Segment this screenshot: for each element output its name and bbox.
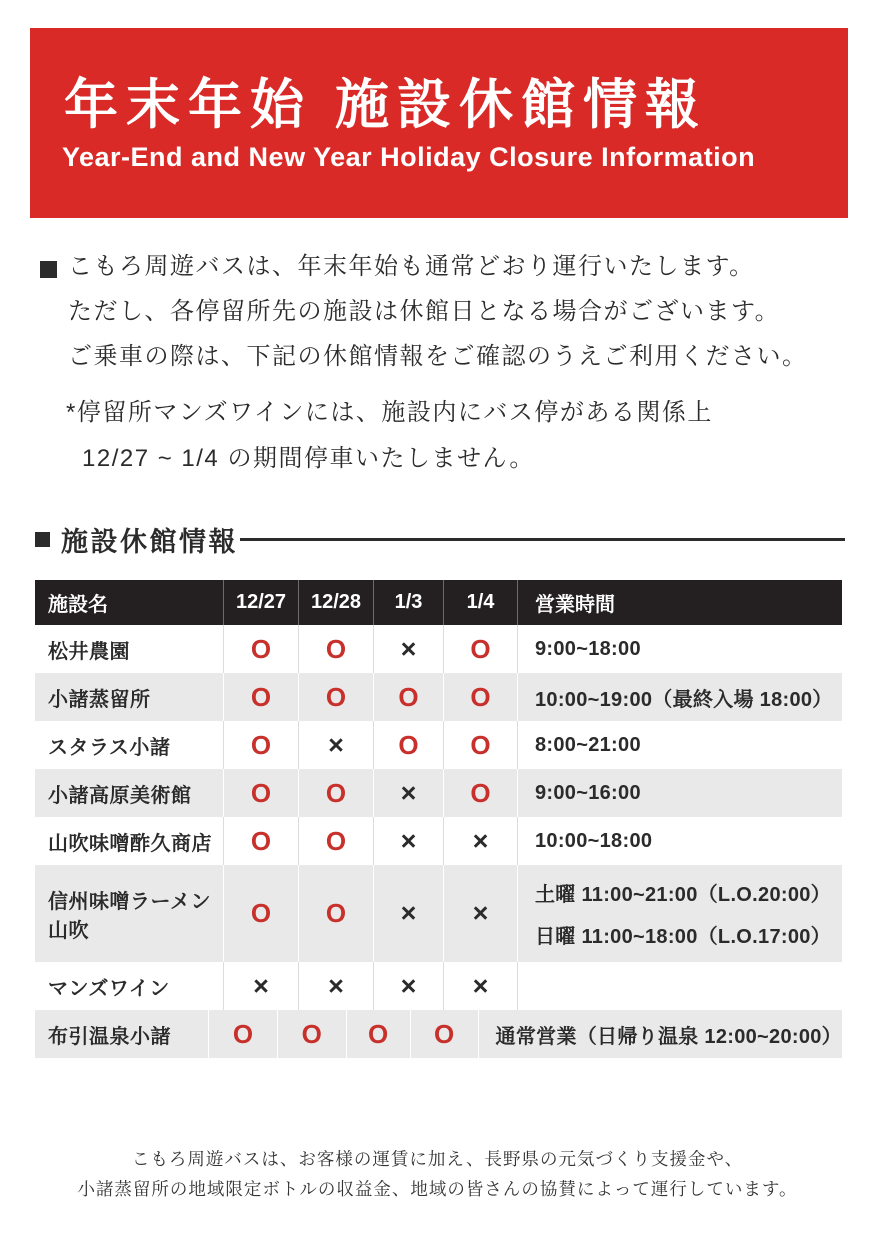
- column-header-date: 12/28: [298, 580, 373, 625]
- footer-note: [0, 1144, 875, 1204]
- closed-mark: ×: [373, 769, 443, 817]
- business-hours-line: 10:00~19:00（最終入場 18:00）: [535, 688, 833, 711]
- facility-name: 松井農園: [48, 640, 130, 663]
- closed-mark: ×: [443, 817, 517, 865]
- table-body: [35, 625, 842, 1058]
- business-hours: [517, 962, 842, 1010]
- footer-line: こもろ周遊バスは、お客様の運賃に加え、長野県の元気づくり支援金や、: [131, 1149, 744, 1169]
- table-row: [35, 962, 842, 1010]
- business-hours: [517, 625, 842, 673]
- open-mark: O: [298, 673, 373, 721]
- open-mark: O: [373, 721, 443, 769]
- footer-line: 小諸蒸留所の地域限定ボトルの収益金、地域の皆さんの協賛によって運行しています。: [77, 1179, 798, 1199]
- open-mark: O: [443, 721, 517, 769]
- open-mark: O: [443, 673, 517, 721]
- facility-name: 山吹味噌酢久商店: [48, 832, 212, 855]
- business-hours-line: 土曜 11:00~21:00（L.O.20:00）: [535, 884, 831, 906]
- horizontal-rule: [240, 538, 845, 541]
- table-row: [35, 769, 842, 817]
- page-title: 年末年始 施設休館情報: [64, 75, 708, 135]
- facility-name: マンズワイン: [48, 977, 170, 1000]
- business-hours-line: 8:00~21:00: [535, 733, 641, 756]
- business-hours-line: 9:00~18:00: [535, 637, 641, 660]
- closed-mark: ×: [443, 865, 517, 962]
- open-mark: O: [410, 1010, 478, 1058]
- closed-mark: ×: [443, 962, 517, 1010]
- open-mark: O: [373, 673, 443, 721]
- business-hours-line: 10:00~18:00: [535, 829, 653, 852]
- note-line: *停留所マンズワインには、施設内にバス停がある関係上: [66, 399, 713, 426]
- intro-line: ご乗車の際は、下記の休館情報をご確認のうえご利用ください。: [68, 343, 808, 370]
- business-hours: [517, 673, 842, 721]
- closed-mark: ×: [373, 817, 443, 865]
- table-row: [35, 673, 842, 721]
- open-mark: O: [223, 625, 298, 673]
- business-hours: [478, 1010, 842, 1058]
- facility-name: 信州味噌ラーメン山吹: [48, 890, 211, 942]
- business-hours-line: 通常営業（日帰り温泉 12:00~20:00）: [495, 1025, 842, 1048]
- business-hours: [517, 865, 842, 962]
- closure-table: [35, 580, 842, 1058]
- section-title: 施設休館情報: [61, 527, 238, 557]
- business-hours-line: 日曜 11:00~18:00（L.O.17:00）: [535, 926, 831, 948]
- open-mark: O: [298, 817, 373, 865]
- bus-stop-note: [66, 390, 713, 482]
- facility-name: 小諸蒸留所: [48, 688, 151, 711]
- closed-mark: ×: [223, 962, 298, 1010]
- column-header-hours: 営業時間: [517, 580, 842, 625]
- open-mark: O: [223, 817, 298, 865]
- open-mark: O: [443, 625, 517, 673]
- square-bullet-icon: [40, 261, 57, 278]
- column-header-facility: 施設名: [48, 594, 108, 616]
- business-hours: [517, 817, 842, 865]
- closed-mark: ×: [298, 721, 373, 769]
- facility-name: スタラス小諸: [48, 736, 171, 759]
- square-bullet-icon: [35, 532, 50, 547]
- closed-mark: ×: [373, 962, 443, 1010]
- table-row: [35, 625, 842, 673]
- facility-name: 布引温泉小諸: [48, 1025, 171, 1048]
- table-row: [35, 817, 842, 865]
- intro-line: こもろ周遊バスは、年末年始も通常どおり運行いたします。: [68, 253, 755, 280]
- column-header-date: 1/3: [373, 580, 443, 625]
- table-row: [35, 721, 842, 769]
- closed-mark: ×: [373, 625, 443, 673]
- column-header-date: 1/4: [443, 580, 517, 625]
- page-subtitle: Year-End and New Year Holiday Closure Information: [62, 142, 756, 172]
- business-hours-line: 9:00~16:00: [535, 781, 641, 804]
- open-mark: O: [223, 865, 298, 962]
- intro-line: ただし、各停留所先の施設は休館日となる場合がございます。: [68, 298, 781, 325]
- header-banner: [30, 28, 848, 218]
- business-hours: [517, 721, 842, 769]
- business-hours: [517, 769, 842, 817]
- open-mark: O: [223, 673, 298, 721]
- open-mark: O: [298, 769, 373, 817]
- table-row: [35, 865, 842, 962]
- column-header-date: 12/27: [223, 580, 298, 625]
- open-mark: O: [223, 769, 298, 817]
- open-mark: O: [346, 1010, 410, 1058]
- open-mark: O: [298, 865, 373, 962]
- closed-mark: ×: [298, 962, 373, 1010]
- note-line: 12/27 ~ 1/4 の期間停車いたしません。: [82, 445, 535, 472]
- facility-name: 小諸高原美術館: [48, 784, 192, 807]
- table-row: [35, 1010, 842, 1058]
- open-mark: O: [298, 625, 373, 673]
- closed-mark: ×: [373, 865, 443, 962]
- open-mark: O: [208, 1010, 277, 1058]
- open-mark: O: [277, 1010, 346, 1058]
- open-mark: O: [443, 769, 517, 817]
- open-mark: O: [223, 721, 298, 769]
- table-header-row: [35, 580, 842, 625]
- intro-paragraph: [68, 244, 808, 379]
